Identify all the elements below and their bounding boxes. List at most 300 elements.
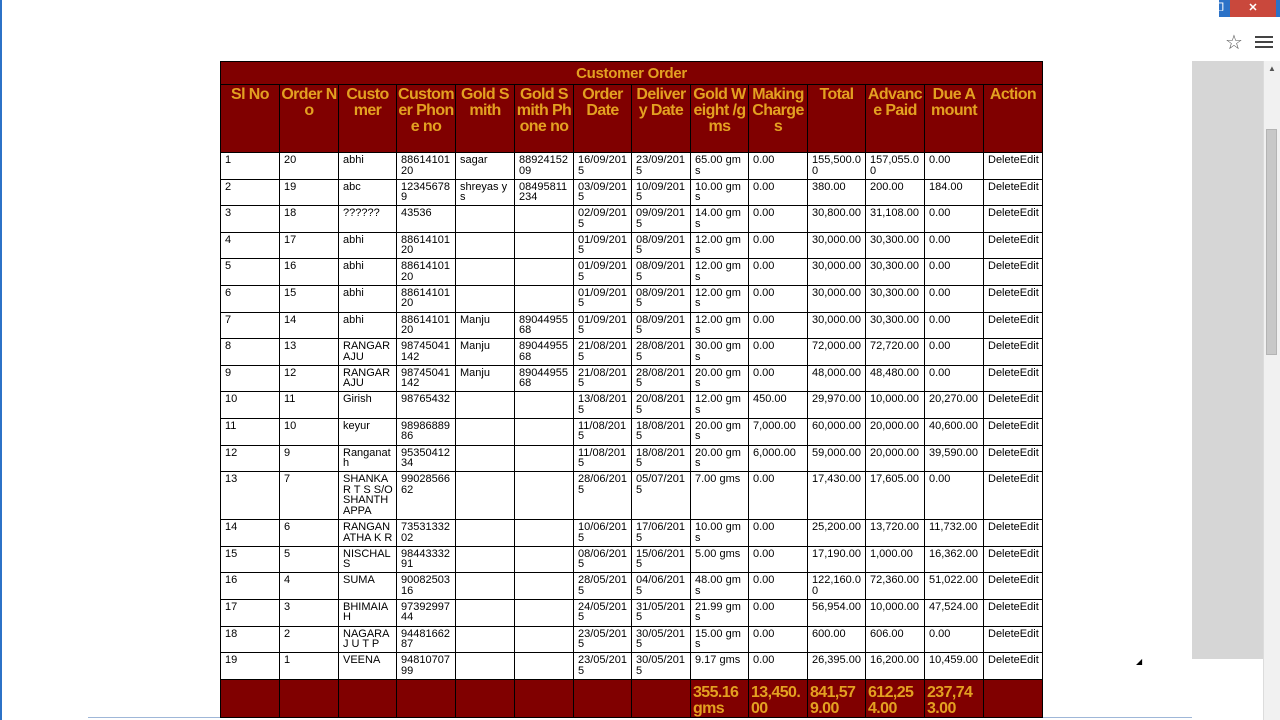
table-cell: 4 <box>221 232 280 259</box>
table-cell: 20,270.00 <box>925 392 984 419</box>
table-cell: 9898688986 <box>397 418 456 445</box>
table-cell: 3 <box>280 599 339 626</box>
table-cell: 30,300.00 <box>866 259 925 286</box>
table-cell: 0.00 <box>925 259 984 286</box>
table-cell: 21/08/2015 <box>574 339 632 366</box>
table-cell: 8861410120 <box>397 153 456 180</box>
table-cell <box>456 546 515 573</box>
table-cell <box>456 285 515 312</box>
total-cell: 13,450.00 <box>749 679 808 717</box>
column-header: Order No <box>280 85 339 153</box>
table-cell: 0.00 <box>749 339 808 366</box>
table-cell: abhi <box>339 259 397 286</box>
table-cell: 11 <box>221 418 280 445</box>
row-action-links[interactable]: DeleteEdit <box>984 520 1043 547</box>
column-header: Delivery Date <box>632 85 691 153</box>
table-cell: SHANKAR T S S/O SHANTHAPPA <box>339 472 397 520</box>
customer-order-table <box>220 61 1043 718</box>
table-cell: 8892415209 <box>515 153 574 180</box>
table-cell: keyur <box>339 418 397 445</box>
table-cell: 184.00 <box>925 179 984 206</box>
table-row <box>221 392 1043 419</box>
table-cell: SUMA <box>339 573 397 600</box>
column-header: Advance Paid <box>866 85 925 153</box>
table-cell: 12.00 gms <box>691 259 749 286</box>
table-cell: 31/05/2015 <box>632 599 691 626</box>
table-cell: 11,732.00 <box>925 520 984 547</box>
table-cell: 0.00 <box>925 312 984 339</box>
vertical-scrollbar[interactable] <box>1263 61 1280 720</box>
mouse-cursor-icon: ◢ <box>1136 657 1143 666</box>
row-action-links[interactable]: DeleteEdit <box>984 573 1043 600</box>
close-window-button[interactable]: ✕ <box>1230 0 1276 17</box>
total-cell <box>574 679 632 717</box>
row-action-links[interactable]: DeleteEdit <box>984 392 1043 419</box>
table-cell: 30,800.00 <box>808 206 866 233</box>
table-header-row <box>221 85 1043 153</box>
total-cell <box>456 679 515 717</box>
table-cell: 5 <box>280 546 339 573</box>
table-cell: 30,300.00 <box>866 285 925 312</box>
column-header: Gold Weight /gms <box>691 85 749 153</box>
table-cell: 7353133202 <box>397 520 456 547</box>
table-cell <box>456 573 515 600</box>
row-action-links[interactable]: DeleteEdit <box>984 365 1043 392</box>
table-cell: 04/06/2015 <box>632 573 691 600</box>
page-side-panel <box>1192 61 1263 659</box>
table-cell <box>515 546 574 573</box>
table-cell <box>515 285 574 312</box>
table-cell <box>456 418 515 445</box>
table-cell: 16,362.00 <box>925 546 984 573</box>
column-header: Making Charges <box>749 85 808 153</box>
table-cell: 30,000.00 <box>808 312 866 339</box>
table-cell: 28/08/2015 <box>632 365 691 392</box>
table-cell: 5 <box>221 259 280 286</box>
table-cell: 30/05/2015 <box>632 626 691 653</box>
table-row <box>221 418 1043 445</box>
table-cell: 1 <box>221 153 280 180</box>
table-cell: 0.00 <box>749 472 808 520</box>
table-cell: 0.00 <box>925 153 984 180</box>
table-cell: 0.00 <box>749 546 808 573</box>
table-cell: 65.00 gms <box>691 153 749 180</box>
table-cell: 20,000.00 <box>866 418 925 445</box>
table-cell: 0.00 <box>925 339 984 366</box>
table-body <box>221 153 1043 680</box>
row-action-links[interactable]: DeleteEdit <box>984 418 1043 445</box>
total-cell <box>632 679 691 717</box>
table-cell: 23/09/2015 <box>632 153 691 180</box>
column-header: Customer <box>339 85 397 153</box>
table-cell: NAGARAJ U T P <box>339 626 397 653</box>
table-cell: 7 <box>280 472 339 520</box>
table-cell: 8861410120 <box>397 259 456 286</box>
row-action-links[interactable]: DeleteEdit <box>984 285 1043 312</box>
scrollbar-thumb[interactable] <box>1266 129 1277 355</box>
table-cell: abhi <box>339 232 397 259</box>
table-cell <box>515 206 574 233</box>
table-cell: 14.00 gms <box>691 206 749 233</box>
table-cell: 0.00 <box>749 626 808 653</box>
total-cell <box>515 679 574 717</box>
table-cell <box>456 626 515 653</box>
table-cell: 17/06/2015 <box>632 520 691 547</box>
row-action-links[interactable]: DeleteEdit <box>984 445 1043 472</box>
table-cell: 23/05/2015 <box>574 626 632 653</box>
table-cell <box>515 626 574 653</box>
table-cell <box>456 653 515 680</box>
table-cell: 28/08/2015 <box>632 339 691 366</box>
table-row <box>221 339 1043 366</box>
table-cell: 0.00 <box>749 520 808 547</box>
table-row <box>221 653 1043 680</box>
row-action-links[interactable]: DeleteEdit <box>984 206 1043 233</box>
table-cell <box>515 445 574 472</box>
table-cell: 21/08/2015 <box>574 365 632 392</box>
table-cell: 9844333291 <box>397 546 456 573</box>
table-cell: 10/06/2015 <box>574 520 632 547</box>
table-cell: Girish <box>339 392 397 419</box>
table-cell: 28/05/2015 <box>574 573 632 600</box>
table-cell: 6,000.00 <box>749 445 808 472</box>
table-cell: 7 <box>221 312 280 339</box>
table-cell <box>456 232 515 259</box>
table-cell: 23/05/2015 <box>574 653 632 680</box>
table-cell: 12.00 gms <box>691 285 749 312</box>
table-cell: 0.00 <box>925 365 984 392</box>
table-cell: 30.00 gms <box>691 339 749 366</box>
table-cell: 0.00 <box>749 653 808 680</box>
total-cell <box>339 679 397 717</box>
table-cell: 8904495568 <box>515 339 574 366</box>
table-cell <box>515 599 574 626</box>
table-cell: 24/05/2015 <box>574 599 632 626</box>
table-row <box>221 259 1043 286</box>
total-cell: 612,254.00 <box>866 679 925 717</box>
table-cell <box>515 653 574 680</box>
row-action-links[interactable]: DeleteEdit <box>984 259 1043 286</box>
table-cell: 7,000.00 <box>749 418 808 445</box>
table-cell: 03/09/2015 <box>574 179 632 206</box>
table-cell: VEENA <box>339 653 397 680</box>
table-cell: 20,000.00 <box>866 445 925 472</box>
table-cell: 43536 <box>397 206 456 233</box>
row-action-links[interactable]: DeleteEdit <box>984 653 1043 680</box>
table-cell: 606.00 <box>866 626 925 653</box>
table-cell: 5.00 gms <box>691 546 749 573</box>
table-cell: 9008250316 <box>397 573 456 600</box>
table-cell: 17,430.00 <box>808 472 866 520</box>
table-cell: 72,360.00 <box>866 573 925 600</box>
table-row <box>221 232 1043 259</box>
table-cell: RANGANATHA K R <box>339 520 397 547</box>
table-cell: 9739299744 <box>397 599 456 626</box>
table-cell: 16 <box>280 259 339 286</box>
row-action-links[interactable]: DeleteEdit <box>984 599 1043 626</box>
table-cell: 60,000.00 <box>808 418 866 445</box>
table-cell: 8 <box>221 339 280 366</box>
table-cell: 17,605.00 <box>866 472 925 520</box>
table-cell: 48,000.00 <box>808 365 866 392</box>
table-cell: 0.00 <box>925 472 984 520</box>
table-cell: 31,108.00 <box>866 206 925 233</box>
column-header: Gold Smith <box>456 85 515 153</box>
table-cell: NISCHAL S <box>339 546 397 573</box>
column-header: Action <box>984 85 1043 153</box>
table-cell: 0.00 <box>749 259 808 286</box>
table-cell: 13/08/2015 <box>574 392 632 419</box>
row-action-links[interactable]: DeleteEdit <box>984 312 1043 339</box>
total-cell <box>280 679 339 717</box>
table-cell: 0.00 <box>749 599 808 626</box>
table-cell: 600.00 <box>808 626 866 653</box>
table-row <box>221 312 1043 339</box>
total-cell <box>984 679 1043 717</box>
window-left-edge <box>0 0 2 720</box>
table-cell: 29,970.00 <box>808 392 866 419</box>
table-cell <box>456 259 515 286</box>
table-cell: RANGARAJU <box>339 339 397 366</box>
table-cell: 157,055.00 <box>866 153 925 180</box>
table-cell: 9481070799 <box>397 653 456 680</box>
table-cell: 9.17 gms <box>691 653 749 680</box>
table-cell: 15/06/2015 <box>632 546 691 573</box>
table-cell: 8904495568 <box>515 312 574 339</box>
row-action-links[interactable]: DeleteEdit <box>984 626 1043 653</box>
table-cell: 10 <box>221 392 280 419</box>
table-cell: 1,000.00 <box>866 546 925 573</box>
table-cell <box>456 206 515 233</box>
table-row <box>221 206 1043 233</box>
table-cell: 40,600.00 <box>925 418 984 445</box>
table-row <box>221 573 1043 600</box>
table-cell: 0.00 <box>925 206 984 233</box>
table-row <box>221 520 1043 547</box>
table-cell: 12 <box>280 365 339 392</box>
table-cell: 17,190.00 <box>808 546 866 573</box>
table-cell <box>456 445 515 472</box>
table-row <box>221 626 1043 653</box>
table-cell: 11 <box>280 392 339 419</box>
table-cell: 56,954.00 <box>808 599 866 626</box>
table-cell: 380.00 <box>808 179 866 206</box>
table-cell: 12.00 gms <box>691 312 749 339</box>
table-cell: 9 <box>280 445 339 472</box>
table-cell: Ranganath <box>339 445 397 472</box>
row-action-links[interactable]: DeleteEdit <box>984 546 1043 573</box>
table-cell: 48.00 gms <box>691 573 749 600</box>
table-cell: abhi <box>339 312 397 339</box>
table-cell: 9 <box>221 365 280 392</box>
table-cell <box>515 232 574 259</box>
table-cell: 0.00 <box>749 312 808 339</box>
table-cell: 9902856662 <box>397 472 456 520</box>
table-cell: 0.00 <box>925 626 984 653</box>
table-cell <box>515 520 574 547</box>
table-cell: 39,590.00 <box>925 445 984 472</box>
table-cell: 18 <box>280 206 339 233</box>
table-cell: abc <box>339 179 397 206</box>
table-cell: 30/05/2015 <box>632 653 691 680</box>
table-cell: 10,000.00 <box>866 392 925 419</box>
table-row <box>221 153 1043 180</box>
customer-order-panel <box>220 61 1042 718</box>
browser-menu-icon[interactable] <box>1255 33 1273 51</box>
table-cell: 01/09/2015 <box>574 285 632 312</box>
table-cell: 98745041142 <box>397 365 456 392</box>
table-cell: 9535041234 <box>397 445 456 472</box>
table-cell <box>515 418 574 445</box>
table-cell: 08/09/2015 <box>632 259 691 286</box>
table-cell: 0.00 <box>925 285 984 312</box>
column-header: Order Date <box>574 85 632 153</box>
table-cell: 01/09/2015 <box>574 232 632 259</box>
table-cell: Manju <box>456 312 515 339</box>
table-cell: 01/09/2015 <box>574 259 632 286</box>
bookmark-star-icon[interactable]: ☆ <box>1225 32 1243 54</box>
table-cell: 18 <box>221 626 280 653</box>
table-cell: 122,160.00 <box>808 573 866 600</box>
table-cell: abhi <box>339 153 397 180</box>
table-row <box>221 472 1043 520</box>
total-cell: 841,579.00 <box>808 679 866 717</box>
table-cell: 15 <box>280 285 339 312</box>
table-cell: shreyas ys <box>456 179 515 206</box>
table-cell: 59,000.00 <box>808 445 866 472</box>
table-cell: 123456789 <box>397 179 456 206</box>
table-cell: 08/09/2015 <box>632 232 691 259</box>
table-cell: 09/09/2015 <box>632 206 691 233</box>
table-cell: 16,200.00 <box>866 653 925 680</box>
column-header: Customer Phone no <box>397 85 456 153</box>
table-cell: sagar <box>456 153 515 180</box>
table-cell <box>515 259 574 286</box>
table-cell: 10.00 gms <box>691 520 749 547</box>
table-cell: 1 <box>280 653 339 680</box>
table-cell: 2 <box>221 179 280 206</box>
row-action-links[interactable]: DeleteEdit <box>984 339 1043 366</box>
table-cell <box>515 392 574 419</box>
table-cell: 08/09/2015 <box>632 285 691 312</box>
row-action-links[interactable]: DeleteEdit <box>984 153 1043 180</box>
table-cell: 0.00 <box>749 179 808 206</box>
total-cell: 355.16 gms <box>691 679 749 717</box>
table-cell: 10,000.00 <box>866 599 925 626</box>
table-cell: 18/08/2015 <box>632 445 691 472</box>
table-cell <box>456 392 515 419</box>
table-cell: 08/09/2015 <box>632 312 691 339</box>
row-action-links[interactable]: DeleteEdit <box>984 179 1043 206</box>
table-cell: 8861410120 <box>397 232 456 259</box>
table-cell: 0.00 <box>749 573 808 600</box>
table-cell: 8904495568 <box>515 365 574 392</box>
table-cell: 51,022.00 <box>925 573 984 600</box>
table-cell: 13 <box>221 472 280 520</box>
table-cell: abhi <box>339 285 397 312</box>
table-cell: 10/09/2015 <box>632 179 691 206</box>
table-cell: 0.00 <box>749 365 808 392</box>
table-cell <box>456 472 515 520</box>
table-cell: 10.00 gms <box>691 179 749 206</box>
table-cell: 19 <box>280 179 339 206</box>
table-cell: 30,300.00 <box>866 232 925 259</box>
table-cell: 17 <box>221 599 280 626</box>
total-cell <box>221 679 280 717</box>
table-cell: 28/06/2015 <box>574 472 632 520</box>
table-cell: 98745041142 <box>397 339 456 366</box>
table-cell: 9448166287 <box>397 626 456 653</box>
table-totals-row <box>221 679 1043 717</box>
table-cell: 20 <box>280 153 339 180</box>
table-cell: 12 <box>221 445 280 472</box>
table-cell: 18/08/2015 <box>632 418 691 445</box>
table-row <box>221 445 1043 472</box>
table-cell: 15.00 gms <box>691 626 749 653</box>
table-cell: 0.00 <box>749 232 808 259</box>
table-cell: 11/08/2015 <box>574 418 632 445</box>
table-cell: 20/08/2015 <box>632 392 691 419</box>
table-cell: 17 <box>280 232 339 259</box>
table-cell: 450.00 <box>749 392 808 419</box>
table-cell: 01/09/2015 <box>574 312 632 339</box>
table-cell: 14 <box>221 520 280 547</box>
table-cell: 47,524.00 <box>925 599 984 626</box>
table-cell: 48,480.00 <box>866 365 925 392</box>
table-cell: 3 <box>221 206 280 233</box>
table-cell: 25,200.00 <box>808 520 866 547</box>
table-cell <box>456 599 515 626</box>
total-cell <box>397 679 456 717</box>
table-cell: 8861410120 <box>397 312 456 339</box>
table-title: Customer Order <box>221 62 1043 85</box>
table-cell: 08495811234 <box>515 179 574 206</box>
table-cell: 21.99 gms <box>691 599 749 626</box>
table-cell: 0.00 <box>749 285 808 312</box>
table-cell: 13 <box>280 339 339 366</box>
restore-icon[interactable]: ❐ <box>1214 2 1224 14</box>
row-action-links[interactable]: DeleteEdit <box>984 232 1043 259</box>
row-action-links[interactable]: DeleteEdit <box>984 472 1043 520</box>
table-cell: 02/09/2015 <box>574 206 632 233</box>
column-header: Sl No <box>221 85 280 153</box>
table-cell: 10,459.00 <box>925 653 984 680</box>
table-cell: 30,000.00 <box>808 232 866 259</box>
table-cell <box>515 472 574 520</box>
table-cell: 2 <box>280 626 339 653</box>
browser-top-bar <box>0 0 1280 61</box>
table-cell: 155,500.00 <box>808 153 866 180</box>
table-cell: 10 <box>280 418 339 445</box>
table-cell: 12.00 gms <box>691 232 749 259</box>
total-cell: 237,743.00 <box>925 679 984 717</box>
table-cell: 16 <box>221 573 280 600</box>
table-cell: 72,720.00 <box>866 339 925 366</box>
table-cell: 26,395.00 <box>808 653 866 680</box>
scroll-up-arrow-icon[interactable]: ▲ <box>1268 64 1276 73</box>
column-header: Gold Smith Phone no <box>515 85 574 153</box>
table-cell: 11/08/2015 <box>574 445 632 472</box>
table-cell: 4 <box>280 573 339 600</box>
table-cell <box>456 520 515 547</box>
table-cell <box>515 573 574 600</box>
table-cell: BHIMAIAH <box>339 599 397 626</box>
table-cell: 14 <box>280 312 339 339</box>
table-cell: Manju <box>456 365 515 392</box>
table-cell: 05/07/2015 <box>632 472 691 520</box>
table-row <box>221 599 1043 626</box>
table-cell: 12.00 gms <box>691 392 749 419</box>
